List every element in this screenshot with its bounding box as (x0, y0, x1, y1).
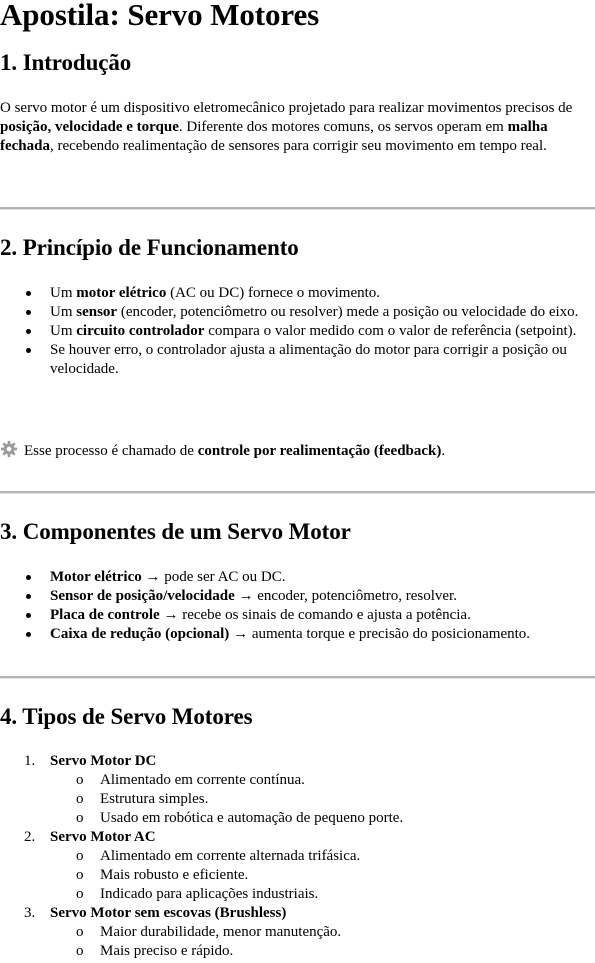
sub-list-item (0, 942, 595, 961)
item-bold: Motor elétrico (50, 569, 142, 585)
sub-bullet: o (76, 886, 84, 902)
sub-item-text: Estrutura simples. (100, 791, 209, 807)
list-item (0, 303, 595, 322)
section-divider (0, 491, 595, 494)
section-heading-tipos: 4. Tipos de Servo Motores (0, 704, 253, 729)
list-item (0, 568, 595, 587)
section-divider (0, 207, 595, 210)
item-text: (AC ou DC) fornece o movimento. (166, 285, 381, 301)
item-bold: Sensor de posição/velocidade (50, 588, 235, 604)
section-divider (0, 676, 595, 679)
bullet-icon (26, 594, 31, 599)
sub-item-text: Maior durabilidade, menor manutenção. (100, 924, 342, 940)
sub-list-item (0, 847, 595, 866)
sub-list-item (0, 790, 595, 809)
item-bold: circuito controlador (76, 323, 205, 339)
item-text: → recebe os sinais de comando e ajusta a potência. (159, 607, 471, 623)
sub-list-item (0, 923, 595, 942)
sub-item-text: Alimentado em corrente alternada trifásica. (100, 848, 361, 864)
sub-bullet: o (76, 772, 84, 788)
item-text: compara o valor medido com o valor de referência (setpoint). (204, 323, 577, 339)
item-text: Um (50, 304, 77, 320)
item-text: Um (50, 285, 77, 301)
funcionamento-list (0, 284, 595, 379)
list-item (0, 606, 595, 625)
sub-item-text: Mais robusto e eficiente. (100, 867, 249, 883)
note-text: Esse processo é chamado de (24, 443, 198, 459)
bullet-icon (26, 632, 31, 637)
item-bold: Placa de controle (50, 607, 160, 623)
item-text: → aumenta torque e precisão do posicionamento. (229, 626, 531, 642)
item-text: Se houver erro, o controlador ajusta a alimentação do motor para corrigir a posição ou velocidade. (50, 342, 567, 377)
section-heading-introducao: 1. Introdução (0, 50, 132, 75)
list-item (0, 341, 595, 379)
item-bold: sensor (76, 304, 118, 320)
note-text: . (441, 443, 446, 459)
sub-bullet: o (76, 810, 84, 826)
item-text: Um (50, 323, 77, 339)
section-heading-funcionamento: 2. Princípio de Funcionamento (0, 235, 299, 260)
sub-list-item (0, 885, 595, 904)
type-name: Servo Motor AC (50, 829, 156, 845)
sub-bullet: o (76, 924, 84, 940)
list-number: 1. (24, 753, 36, 769)
bullet-icon (26, 310, 31, 315)
note-bold: controle por realimentação (feedback) (197, 443, 442, 459)
intro-text-3: , recebendo realimentação de sensores para corrigir seu movimento em tempo real. (50, 138, 547, 154)
componentes-list (0, 568, 595, 644)
list-item (0, 904, 595, 923)
sub-list-item (0, 866, 595, 885)
sub-bullet: o (76, 867, 84, 883)
bullet-icon (26, 348, 31, 353)
tipos-list (0, 752, 595, 961)
item-text: → encoder, potenciômetro, resolver. (234, 588, 457, 604)
intro-text-1: O servo motor é um dispositivo eletromecânico projetado para realizar movimentos precisos de (0, 100, 573, 116)
sub-bullet: o (76, 943, 84, 959)
feedback-note (0, 440, 445, 461)
sub-item-text: Indicado para aplicações industriais. (100, 886, 319, 902)
gear-icon (0, 440, 18, 458)
bullet-icon (26, 613, 31, 618)
item-bold: Caixa de redução (opcional) (50, 626, 230, 642)
list-item (0, 587, 595, 606)
list-item (0, 752, 595, 771)
sub-bullet: o (76, 848, 84, 864)
list-item (0, 284, 595, 303)
sub-item-text: Usado em robótica e automação de pequeno porte. (100, 810, 404, 826)
section-heading-componentes: 3. Componentes de um Servo Motor (0, 519, 351, 544)
bullet-icon (26, 575, 31, 580)
page-title: Apostila: Servo Motores (0, 0, 320, 32)
sub-item-text: Mais preciso e rápido. (100, 943, 234, 959)
list-item (0, 828, 595, 847)
list-item (0, 322, 595, 341)
item-text: (encoder, potenciômetro ou resolver) mede a posição ou velocidade do eixo. (117, 304, 579, 320)
intro-text-2: . Diferente dos motores comuns, os servos operam em (178, 119, 508, 135)
type-name: Servo Motor sem escovas (Brushless) (50, 905, 287, 921)
intro-bold-2: malha fechada (0, 119, 548, 154)
sub-list-item (0, 809, 595, 828)
type-name: Servo Motor DC (50, 753, 157, 769)
list-item (0, 625, 595, 644)
bullet-icon (26, 329, 31, 334)
intro-paragraph (0, 99, 590, 156)
sub-item-text: Alimentado em corrente contínua. (100, 772, 305, 788)
item-bold: motor elétrico (76, 285, 167, 301)
list-number: 2. (24, 829, 36, 845)
sub-list-item (0, 771, 595, 790)
item-text: → pode ser AC ou DC. (141, 569, 286, 585)
bullet-icon (26, 291, 31, 296)
sub-bullet: o (76, 791, 84, 807)
list-number: 3. (24, 905, 36, 921)
intro-bold-1: posição, velocidade e torque (0, 119, 179, 135)
